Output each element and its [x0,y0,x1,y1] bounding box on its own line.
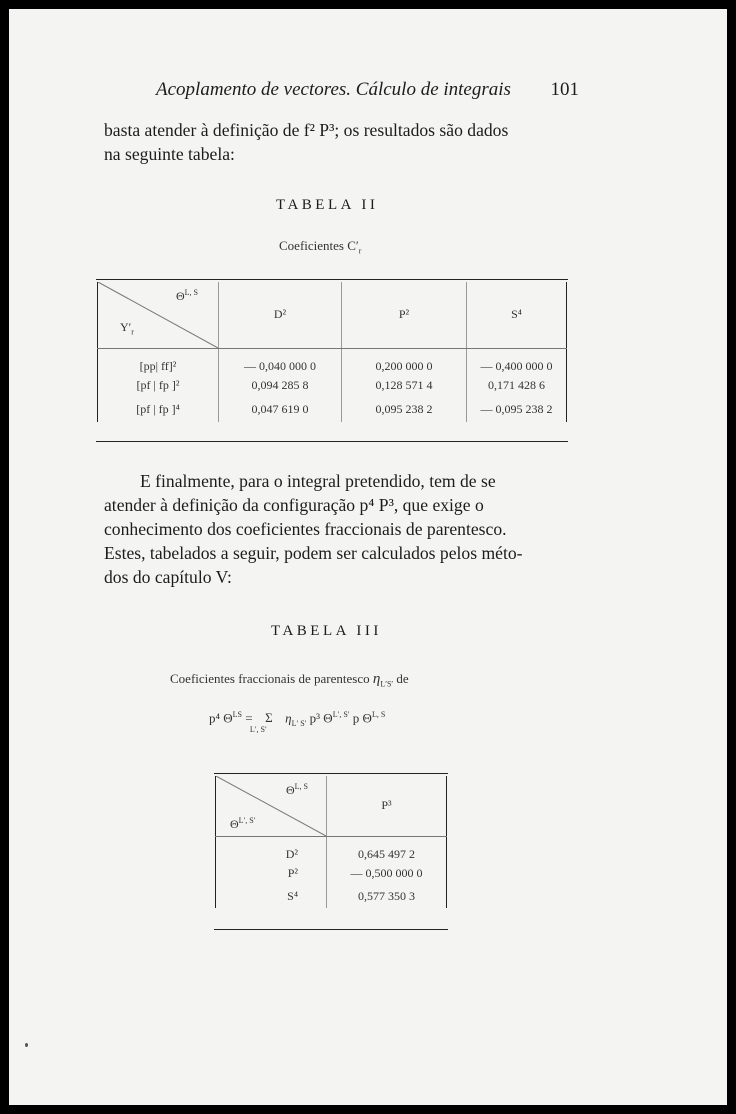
table-row [98,398,567,422]
table-3-formula: p⁴ $\Theta^{LS} = \Sigma$ L′, S′ $\eta_{L' S'}$ p³ $\Theta^{L', S'}$ p $\Theta^{L, S}$ [209,710,386,735]
table-cell: 0,645 497 2 [327,836,447,862]
row-label: [pf | fp ]² [98,374,219,398]
table-2-title: TABELA II [276,197,379,213]
table-2-caption: Coeficientes $C'_r$ [279,238,362,256]
corner-label-top: $\Theta^{L, S}$ [286,782,309,797]
body-line-2: atender à definição da configuração p⁴ P³, que exige o [104,495,484,515]
table-3-col-header-p3: P³ [327,776,447,836]
table-row [98,348,567,374]
table-2-col-header-s4: S⁴ [467,282,567,348]
body-line-4: Estes, tabelados a seguir, podem ser calculados pelos méto- [104,543,523,563]
header-title: Acoplamento de vectores. Cálculo de integrais [156,79,511,100]
table-3-header-row [216,776,447,836]
body-line-1: E finalmente, para o integral pretendido, tem de se [140,471,496,491]
corner-diagonal-line [98,282,218,348]
table-3-corner-cell [216,776,327,836]
row-label: [pf | fp ]⁴ [98,398,219,422]
table-3 [215,776,447,908]
table-2-col-header-d2: D² [219,282,342,348]
table-cell: 0,200 000 0 [342,348,467,374]
table-cell: 0,171 428 6 [467,374,567,398]
table-2-corner-cell [98,282,219,348]
table-3-title: TABELA III [271,623,382,639]
book-page [9,9,727,1105]
table-cell: — 0,400 000 0 [467,348,567,374]
table-cell: 0,094 285 8 [219,374,342,398]
table-cell: 0,128 571 4 [342,374,467,398]
running-header [156,79,579,101]
corner-label-bottom: $Y'_r$ [120,320,134,337]
intro-line-1: basta atender à definição de f² P³; os resultados são dados [104,120,509,140]
table-cell: — 0,500 000 0 [327,862,447,885]
corner-label-bottom: $\Theta^{L', S'}$ [230,816,256,831]
table-row [216,885,447,908]
table-cell: 0,047 619 0 [219,398,342,422]
table-cell: 0,577 350 3 [327,885,447,908]
table-row [216,836,447,862]
row-label: [pp| ff]² [98,348,219,374]
table-2-col-header-p2: P² [342,282,467,348]
sigma-symbol: Σ L′, S′ [249,710,273,735]
table-row [216,862,447,885]
body-line-5: dos do capítulo V: [104,567,232,587]
table-2-header-row [98,282,567,348]
table-cell: — 0,095 238 2 [467,398,567,422]
table-row [98,374,567,398]
table-cell: 0,095 238 2 [342,398,467,422]
ink-speck [25,1043,28,1047]
table-3-caption: Coeficientes fraccionais de parentesco $\eta_{L'S'}$ de [170,671,409,689]
corner-label-top: $\Theta^{L, S}$ [176,288,199,303]
page-number: 101 [550,79,579,100]
intro-line-2: na seguinte tabela: [104,144,235,164]
row-label: D² [216,836,327,862]
row-label: S⁴ [216,885,327,908]
body-line-3: conhecimento dos coeficientes fraccionais de parentesco. [104,519,507,539]
row-label: P² [216,862,327,885]
table-cell: — 0,040 000 0 [219,348,342,374]
table-2 [97,282,567,422]
